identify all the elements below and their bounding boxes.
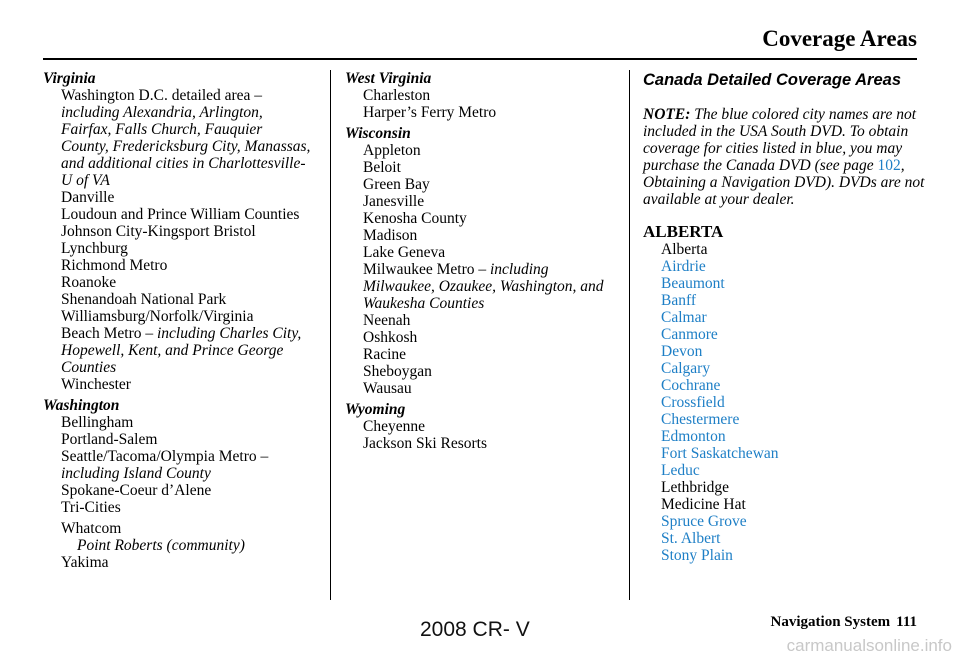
list-item: Tri-Cities bbox=[61, 499, 121, 516]
page-title: Coverage Areas bbox=[762, 26, 917, 51]
city-list bbox=[363, 142, 615, 261]
city-list bbox=[363, 312, 615, 397]
city-item: Edmonton bbox=[661, 428, 726, 445]
list-item: Oshkosh bbox=[363, 329, 418, 346]
list-item: Appleton bbox=[363, 142, 421, 159]
list-item-note: including Milwaukee, Ozaukee, Washington, and Waukesha Counties bbox=[363, 261, 604, 312]
list-item bbox=[363, 261, 615, 312]
list-item: Green Bay bbox=[363, 176, 430, 193]
city-item: Stony Plain bbox=[661, 547, 733, 564]
site-watermark: carmanualsonline.info bbox=[786, 636, 952, 655]
list-item: Portland-Salem bbox=[61, 431, 158, 448]
list-item: Richmond Metro bbox=[61, 257, 168, 274]
list-item: Williamsburg/Norfolk/Virginia bbox=[61, 308, 254, 325]
list-item: Johnson City-Kingsport Bristol bbox=[61, 223, 256, 240]
city-list bbox=[61, 414, 313, 465]
note-text: , Obtaining a Navigation DVD). DVDs are not available at your dealer. bbox=[643, 157, 925, 208]
province-heading: ALBERTA bbox=[643, 222, 724, 241]
list-item: Jackson Ski Resorts bbox=[363, 435, 487, 452]
state-heading: Washington bbox=[43, 397, 120, 414]
list-item: Whatcom bbox=[61, 520, 122, 537]
canada-heading: Canada Detailed Coverage Areas bbox=[643, 71, 901, 89]
section-wisconsin bbox=[345, 125, 615, 397]
list-item: Loudoun and Prince William Counties bbox=[61, 206, 300, 223]
list-item-text: Beach Metro – bbox=[61, 325, 154, 342]
section-virginia bbox=[43, 70, 313, 393]
list-item: Sheboygan bbox=[363, 363, 432, 380]
list-item: Racine bbox=[363, 346, 407, 363]
city-list bbox=[61, 482, 313, 516]
list-item: Roanoke bbox=[61, 274, 117, 291]
city-item: Calmar bbox=[661, 309, 707, 326]
list-item: Bellingham bbox=[61, 414, 134, 431]
state-heading: West Virginia bbox=[345, 70, 432, 87]
header-rule bbox=[43, 58, 917, 60]
section-washington bbox=[43, 397, 313, 571]
city-item: Canmore bbox=[661, 326, 718, 343]
city-item: Lethbridge bbox=[661, 479, 730, 496]
city-item: Spruce Grove bbox=[661, 513, 747, 530]
list-item: Kenosha County bbox=[363, 210, 467, 227]
footer-section: Navigation System bbox=[770, 614, 891, 630]
column-1 bbox=[43, 70, 313, 575]
city-item: Devon bbox=[661, 343, 703, 360]
list-item: Shenandoah National Park bbox=[61, 291, 227, 308]
city-list bbox=[345, 87, 615, 121]
city-item: Calgary bbox=[661, 360, 711, 377]
list-item: Lake Geneva bbox=[363, 244, 446, 261]
list-item: Danville bbox=[61, 189, 115, 206]
note-text: The blue colored city names are not included in the USA South DVD. To obtain coverage for cities listed in blue, you may purchase the Canada DVD (see page bbox=[643, 106, 917, 174]
model-watermark: 2008 CR- V bbox=[420, 618, 530, 641]
list-item: Spokane-Coeur d’Alene bbox=[61, 482, 212, 499]
section-wyoming bbox=[345, 401, 615, 452]
list-item-note: including Alexandria, Arlington, Fairfax, Falls Church, Fauquier County, Fredericksburg City, Manassas, and additional cities in Charlottesville-U of VA bbox=[61, 104, 311, 189]
list-item-note: including Island County bbox=[61, 465, 211, 482]
city-item: Fort Saskatchewan bbox=[661, 445, 779, 462]
city-list bbox=[345, 418, 615, 452]
city-item: Banff bbox=[661, 292, 697, 309]
city-item: Crossfield bbox=[661, 394, 725, 411]
list-item: Washington D.C. detailed area – bbox=[61, 87, 263, 104]
list-item: Winchester bbox=[61, 376, 131, 393]
city-item: Alberta bbox=[661, 241, 708, 258]
list-item: Madison bbox=[363, 227, 418, 244]
note-label: NOTE: bbox=[643, 106, 691, 123]
list-item: Cheyenne bbox=[363, 418, 425, 435]
list-item: Wausau bbox=[363, 380, 412, 397]
city-item: St. Albert bbox=[661, 530, 721, 547]
column-3 bbox=[643, 70, 928, 564]
footer bbox=[771, 614, 917, 631]
list-item: Janesville bbox=[363, 193, 425, 210]
list-item: Charleston bbox=[363, 87, 431, 104]
section-west-virginia bbox=[345, 70, 615, 121]
page-number: 111 bbox=[896, 614, 917, 630]
city-list bbox=[61, 189, 313, 325]
list-item-text: Milwaukee Metro – bbox=[363, 261, 487, 278]
list-item: Lynchburg bbox=[61, 240, 128, 257]
coverage-note bbox=[643, 106, 928, 208]
list-item: Neenah bbox=[363, 312, 411, 329]
city-item: Cochrane bbox=[661, 377, 721, 394]
state-heading: Wisconsin bbox=[345, 125, 411, 142]
list-item: Harper’s Ferry Metro bbox=[363, 104, 497, 121]
list-item-note: including Charles City, Hopewell, Kent, and Prince George Counties bbox=[61, 325, 302, 376]
column-2 bbox=[345, 70, 615, 456]
city-item: Medicine Hat bbox=[661, 496, 746, 513]
city-item: Airdrie bbox=[661, 258, 706, 275]
state-heading: Wyoming bbox=[345, 401, 406, 418]
column-divider bbox=[330, 70, 331, 600]
list-item-note: Point Roberts (community) bbox=[77, 537, 245, 554]
list-item bbox=[61, 325, 313, 376]
state-heading: Virginia bbox=[43, 70, 96, 87]
city-list bbox=[643, 241, 928, 564]
list-item: Seattle/Tacoma/Olympia Metro – bbox=[61, 448, 269, 465]
city-item: Leduc bbox=[661, 462, 700, 479]
list-item: Yakima bbox=[61, 554, 109, 571]
page-link[interactable]: 102 bbox=[877, 157, 901, 174]
city-item: Chestermere bbox=[661, 411, 740, 428]
column-divider bbox=[629, 70, 630, 600]
list-item: Beloit bbox=[363, 159, 401, 176]
city-item: Beaumont bbox=[661, 275, 725, 292]
